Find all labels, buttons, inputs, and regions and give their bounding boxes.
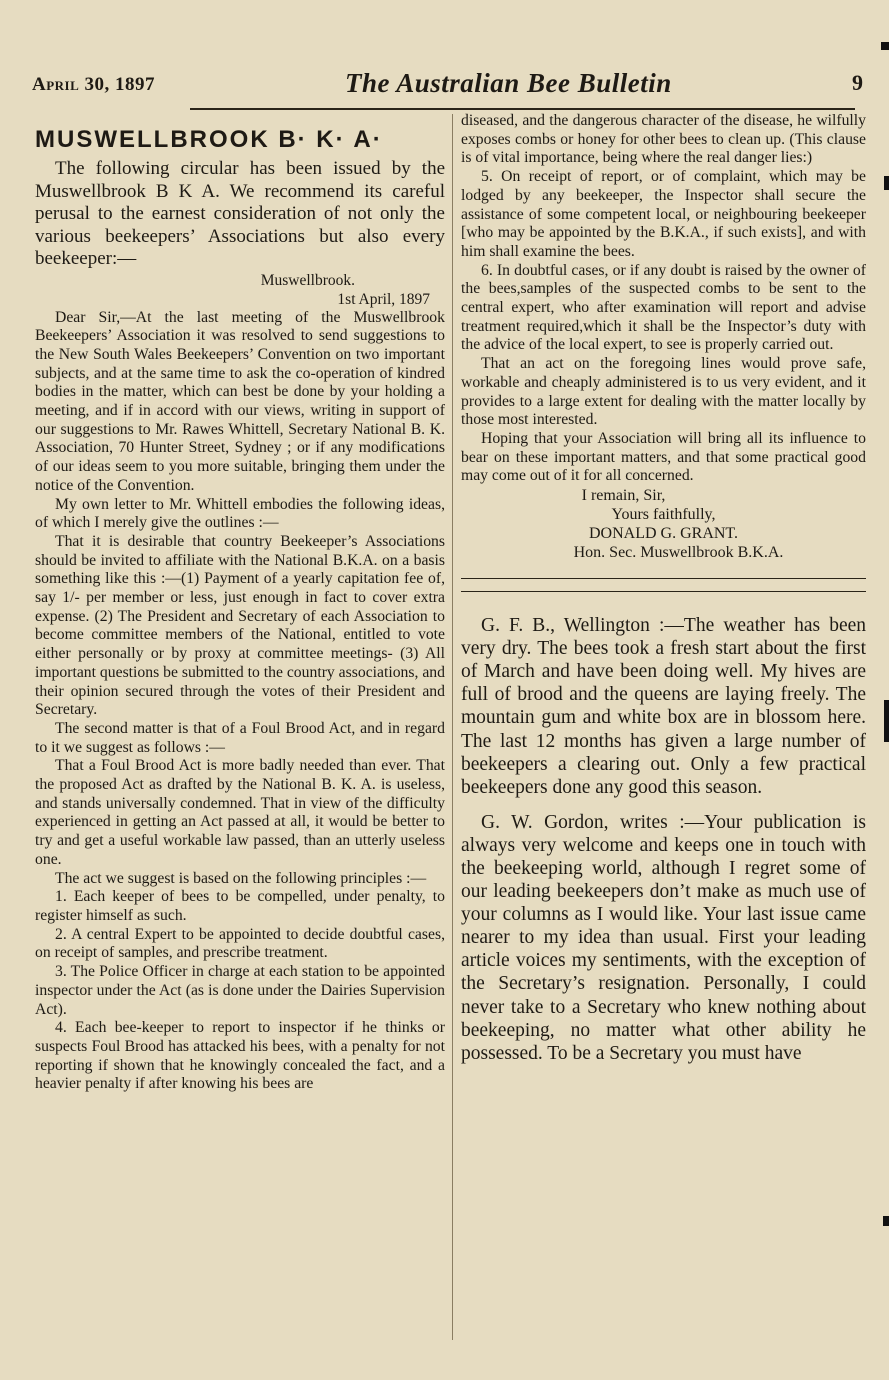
section-rule-thin: [461, 591, 866, 592]
signatory-title: Hon. Sec. Muswellbrook B.K.A.: [573, 544, 784, 562]
letter-wellington: G. F. B., Wellington :—The weather has been very dry. The bees took a fresh start about the first of March and have been doing well. My hives are full of brood and the queens are laying freely. The mountain gum and white box are in blossom here. The last 12 months has given a large number of beekeepers a clearing out. Only a few practical beekeepers done any good this season.: [461, 615, 866, 798]
principle-item: 1. Each keeper of bees to be compelled, under penalty, to register himself as such.: [35, 888, 445, 924]
right-column: [461, 112, 866, 1338]
closing-line: I remain, Sir,: [581, 487, 666, 505]
page-number: 9: [852, 70, 863, 95]
body-paragraph: That a Foul Brood Act is more badly needed than ever. That the proposed Act as drafted by the National B. K. A. is useless, and stands universally condemned. That in view of the difficulty experienced in getting an Act passed at all, it would be better to try and get a useful workable law passed, than an utterly useless one.: [35, 757, 445, 868]
intro-paragraph: The following circular has been issued by the Muswellbrook B K A. We recommend its careful perusal to the earnest consideration of not only the various beekeepers’ Associations but also every beekeeper:—: [35, 158, 445, 269]
article-title: MUSWELLBROOK B· K· A·: [35, 126, 383, 153]
letter-date: 1st April, 1897: [337, 290, 430, 308]
principle-item: 2. A central Expert to be appointed to decide doubtful cases, on receipt of samples, and prescribe treatment.: [35, 925, 445, 962]
principle-item: 6. In doubtful cases, or if any doubt is raised by the owner of the bees,samples of the suspected combs to be sent to the central expert, who after examination will report and advise treatment required,which it shall be the Inspector’s duty with the advice of the local expert, to see is properly carried out.: [461, 261, 866, 354]
scan-edge-mark: [884, 176, 889, 190]
signatory-name: DONALD G. GRANT.: [588, 525, 739, 543]
principle-item: 4. Each bee-keeper to report to inspector if he thinks or suspects Foul Brood has attacked his bees, with a penalty for not reporting if shown that he knowingly concealed the fact, and a heavier penalty if after knowing his bees are: [35, 1019, 445, 1093]
signature-block: [461, 486, 866, 562]
scan-edge-mark: [884, 700, 889, 742]
closing-line: Yours faithfully,: [611, 506, 716, 524]
correspondence: [461, 614, 866, 1065]
continued-paragraph: diseased, and the dangerous character of the disease, he wilfully exposes combs or honey for other bees to clean up. (This clause is of vital importance, being where the real danger lies:): [461, 112, 866, 167]
body-paragraph: Dear Sir,—At the last meeting of the Muswellbrook Beekeepers’ Association it was resolved to send suggestions to the New South Wales Beekeepers’ Convention on two important subjects, and at the same time to ask the co-operation of kindred bodies in the matter, which can best be done by your holding a meeting, and if in accord with our views, writing in support of our suggestions to Mr. Rawes Whittell, Secretary National B. K. Association, 70 Hunter Street, Sydney ; or if any modifications of our ideas seem to you more suitable, bringing them under the notice of the Convention.: [35, 308, 445, 494]
principle-item: 3. The Police Officer in charge at each station to be appointed inspector under the Act (as is done under the Dairies Supervision Act).: [35, 963, 445, 1018]
letter-place: Muswellbrook.: [260, 271, 355, 289]
scan-edge-mark: [883, 1216, 889, 1226]
left-column: [35, 124, 445, 1338]
publication-title: The Australian Bee Bulletin: [345, 68, 672, 98]
issue-date: April 30, 1897: [32, 74, 156, 95]
body-paragraph: The act we suggest is based on the following principles :—: [55, 869, 427, 887]
section-rule: [461, 578, 866, 579]
body-paragraph: That it is desirable that country Beekeeper’s Associations should be invited to affiliate with the National B.K.A. on a basis something like this :—(1) Payment of a yearly capitation fee of, say 1/- per member or less, just enough in fact to cover extra expense. (2) The President and Secretary of each Association to become committee members of the National, entitled to vote either personally or by proxy at committee meetings- (3) All important questions be submitted to the country associations, and their opinion secured through the votes of their President and Secretary.: [35, 532, 445, 719]
letter-gordon: G. W. Gordon, writes :—Your publication is always very welcome and keeps one in touch with the beekeeping world, although I regret some of our leading beekeepers don’t make as much use of your columns as I would like. Your last issue came nearer to my idea than usual. First your leading article voices my sentiments, with the exception of the Secretary’s resignation. Personally, I could never take to a Secretary who knew nothing about beekeeping, no matter what other ability he possessed. To be a Secretary you must have: [461, 811, 866, 1064]
article-intro: [35, 158, 445, 271]
body-paragraph: The second matter is that of a Foul Brood Act, and in regard to it we suggest as follows :—: [35, 719, 445, 756]
column-divider: [452, 114, 453, 1340]
body-paragraph: That an act on the foregoing lines would prove safe, workable and cheaply administered is to us very evident, and it provides to a large extent for dealing with the matter locally by those most interested.: [461, 355, 866, 429]
scan-edge-mark: [881, 42, 889, 50]
circular-body: [35, 309, 445, 1095]
body-paragraph: Hoping that your Association will bring all its influence to bear on these important matters, and that some practical good may come out of it for all concerned.: [461, 429, 866, 485]
principle-item: 5. On receipt of report, or of complaint, which may be lodged by any beekeeper, the Inspector shall secure the assistance of some competent local, or neighbouring beekeeper [who may be appointed by the B.K.A., if such exists], and with him shall examine the bees.: [461, 168, 866, 260]
header-rule: [190, 108, 855, 110]
body-paragraph: My own letter to Mr. Whittell embodies the following ideas, of which I merely give the outlines :—: [35, 495, 445, 532]
circular-continuation: [461, 112, 866, 486]
